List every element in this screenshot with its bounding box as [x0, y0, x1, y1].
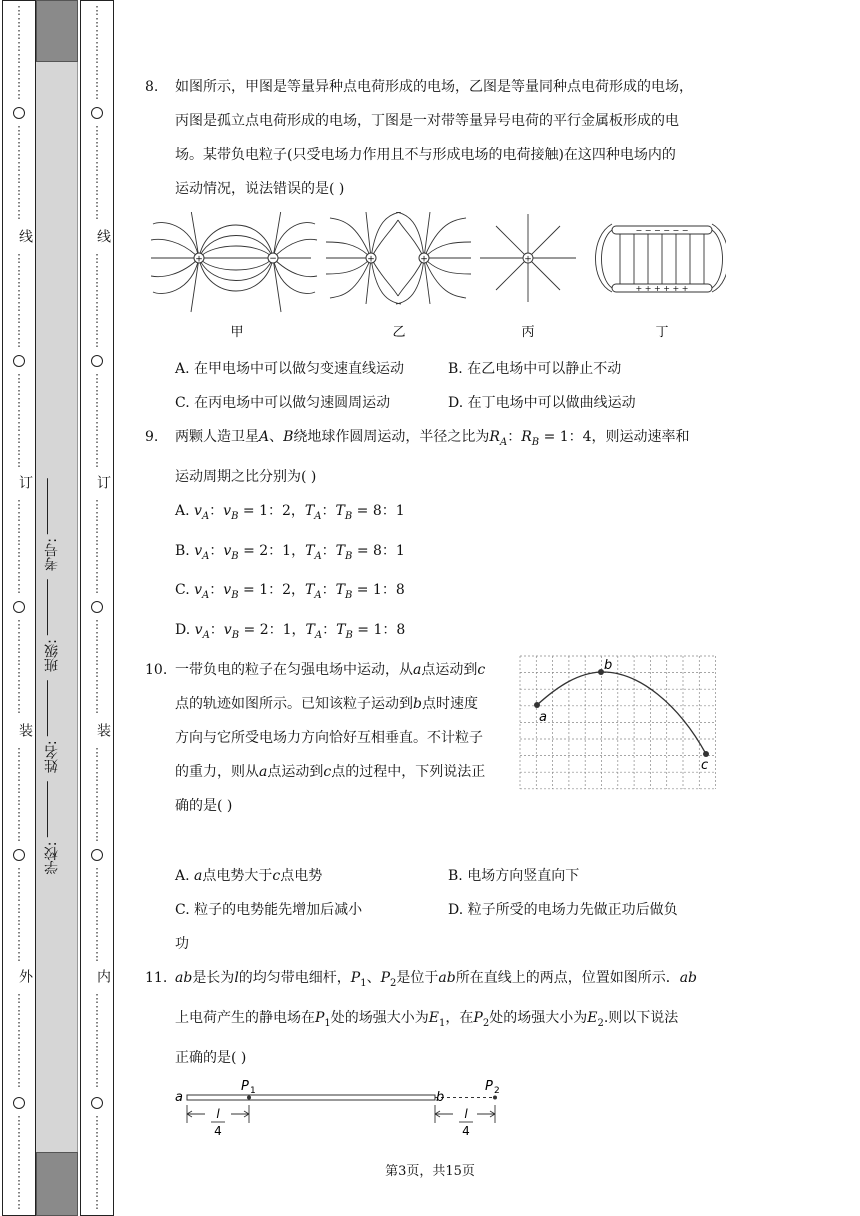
binding-hole-icon	[91, 355, 103, 367]
end-a-label: a	[175, 1089, 183, 1105]
question-text: 确的是( )	[175, 797, 233, 814]
binding-hole-icon	[91, 107, 103, 119]
question-text: 如图所示，甲图是等量异种点电荷形成的电场，乙图是等量同种点电荷形成的电场，	[175, 79, 693, 95]
binding-hole-icon	[91, 1097, 103, 1109]
option-b[interactable]: B. 电场方向竖直向下	[448, 867, 580, 884]
svg-text:+: +	[367, 254, 375, 265]
question-text: 运动情况，说法错误的是( )	[175, 181, 345, 197]
option-d[interactable]: D. $v_A$：$v_B = 2$：1，$T_A$：$T_B = 1$：8	[175, 622, 406, 641]
binding-label: 线	[95, 229, 111, 243]
svg-text:+: +	[195, 254, 203, 265]
parallel-plates	[596, 224, 727, 293]
option-c[interactable]: C. $v_A$：$v_B = 1$：2，$T_A$：$T_B = 1$：8	[175, 582, 405, 602]
point-b-label: b	[604, 657, 613, 673]
question-10-options	[145, 859, 725, 961]
binding-hole-icon	[13, 849, 25, 861]
binding-label: 外	[17, 969, 33, 983]
binding-label: 订	[95, 475, 111, 489]
end-b-label: b	[436, 1089, 445, 1105]
option-c[interactable]: C. 在丙电场中可以做匀速圆周运动	[175, 395, 391, 411]
question-10	[145, 653, 725, 823]
charged-rod	[187, 1095, 435, 1100]
question-text: 点的轨迹如图所示。已知该粒子运动到b点时速度	[175, 695, 478, 712]
length-numerator: l	[464, 1106, 468, 1121]
option-d[interactable]: D. 粒子所受的电场力先做正功后做负	[448, 901, 678, 918]
option-a[interactable]: A. 在甲电场中可以做匀变速直线运动	[175, 361, 405, 377]
svg-text:−: −	[269, 254, 277, 264]
question-number: 11.	[145, 969, 168, 986]
question-number: 9.	[145, 429, 159, 445]
rod-figure	[173, 1079, 513, 1145]
field-lines-jia	[151, 212, 317, 312]
option-b[interactable]: B. $v_A$：$v_B = 2$：1，$T_A$：$T_B = 8$：1	[175, 542, 405, 562]
question-9-options	[145, 494, 725, 653]
option-a[interactable]: A. a点电势大于c点电势	[175, 867, 323, 884]
grid-lines	[520, 656, 716, 789]
binding-hole-icon	[13, 355, 25, 367]
binding-hole-icon	[13, 601, 25, 613]
length-denominator: 4	[214, 1123, 222, 1138]
binding-label: 订	[17, 475, 33, 489]
question-text: 两颗人造卫星A、B绕地球作圆周运动，半径之比为$R_A$：$R_B = 1$：4，则运动速率和	[175, 429, 690, 448]
binding-label: 线	[17, 229, 33, 243]
question-8-options	[145, 352, 725, 420]
option-d[interactable]: D. 在丁电场中可以做曲线运动	[448, 395, 636, 411]
question-number: 10.	[145, 661, 168, 678]
outer-binding-strip: ⋮ ⋮ ⋮ ⋮ ⋮ ⋮ ⋮ ⋮ ⋮ ⋮ ⋮ ⋮ ⋮ ⋮ ⋮ ⋮ 线 ⋮ ⋮ ⋮ ⋮ ⋮ ⋮ ⋮ ⋮ ⋮ ⋮ ⋮ ⋮ ⋮ ⋮ ⋮ ⋮ 订 ⋮ ⋮ ⋮ ⋮ ⋮ ⋮ ⋮ ⋮ ⋮ ⋮ ⋮ ⋮ ⋮ ⋮ ⋮ ⋮ 装 ⋮ ⋮ ⋮ ⋮ ⋮ ⋮ ⋮ ⋮ ⋮ ⋮ ⋮ ⋮ ⋮ ⋮ ⋮ ⋮ 外 ⋮ ⋮ ⋮ ⋮ ⋮ ⋮ ⋮ ⋮ ⋮ ⋮ ⋮ ⋮ ⋮ ⋮ ⋮ ⋮	[2, 0, 36, 1216]
question-text: 丙图是孤立点电荷形成的电场，丁图是一对带等量异号电荷的平行金属板形成的电	[175, 113, 679, 129]
binding-label: 装	[17, 723, 33, 737]
option-b[interactable]: B. 在乙电场中可以静止不动	[448, 361, 622, 377]
svg-text:− − − − − −: − − − − − −	[635, 226, 689, 235]
length-denominator: 4	[462, 1123, 470, 1138]
length-numerator: l	[216, 1106, 220, 1121]
option-a[interactable]: A. $v_A$：$v_B = 1$：2，$T_A$：$T_B = 8$：1	[175, 502, 405, 522]
p2-subscript: 2	[494, 1085, 500, 1096]
question-text: 的重力，则从a点运动到c点的过程中，下列说法正	[175, 763, 486, 780]
figure-label-jia: 甲	[230, 325, 244, 340]
trajectory-curve	[537, 672, 706, 754]
dimension-marks	[187, 1105, 495, 1123]
question-text: 运动周期之比分别为( )	[175, 468, 317, 485]
binding-hole-icon	[13, 1097, 25, 1109]
point-a-icon	[534, 702, 540, 708]
question-9	[145, 420, 725, 494]
trajectory-grid-figure	[519, 655, 717, 791]
field-lines-yi	[326, 212, 471, 304]
question-text: 方向与它所受电场力方向恰好互相垂直。不计粒子	[175, 729, 483, 746]
binding-label: 装	[95, 723, 111, 737]
question-text: 一带负电的粒子在匀强电场中运动，从a点运动到c	[175, 661, 486, 678]
p1-subscript: 1	[250, 1085, 256, 1096]
p2-label: P	[485, 1078, 493, 1094]
question-text: 正确的是( )	[175, 1049, 247, 1066]
question-text: 场。某带负电粒子(只受电场力作用且不与形成电场的电荷接触)在这四种电场内的	[175, 147, 676, 163]
question-text: ab是长为l的均匀带电细杆，$P_1$、$P_2$是位于ab所在直线上的两点，位置如图所示．ab	[175, 969, 698, 989]
point-p2-icon	[493, 1095, 497, 1099]
binding-hole-icon	[13, 107, 25, 119]
binding-hole-icon	[91, 849, 103, 861]
electric-field-figures	[151, 212, 726, 342]
point-a-label: a	[539, 709, 547, 725]
option-c[interactable]: C. 粒子的电势能先增加后减小	[175, 901, 363, 918]
exam-content	[145, 70, 725, 1145]
student-info: 学校: 姓名: 班级: 考号:	[42, 474, 62, 874]
binding-cap-top	[36, 0, 78, 62]
option-d-continued: 功	[175, 935, 189, 952]
figure-label-yi: 乙	[392, 325, 406, 340]
field-lines-bing	[480, 214, 576, 302]
figure-label-ding: 丁	[655, 325, 669, 340]
question-number: 8.	[145, 79, 159, 95]
point-c-icon	[703, 751, 709, 757]
question-8	[145, 70, 725, 206]
binding-hole-icon	[91, 601, 103, 613]
p1-label: P	[241, 1078, 249, 1094]
binding-label: 内	[95, 969, 111, 983]
svg-text:+ + + + + +: + + + + + +	[635, 284, 689, 293]
question-11	[145, 961, 725, 1075]
question-text: 上电荷产生的静电场在$P_1$处的场强大小为$E_1$，在$P_2$处的场强大小为$E_2$.则以下说法	[175, 1009, 679, 1029]
point-p1-icon	[247, 1095, 251, 1099]
point-c-label: c	[701, 757, 709, 773]
figure-label-bing: 丙	[521, 325, 535, 340]
page-footer: 第3页，共15页	[385, 1164, 475, 1179]
svg-text:+: +	[420, 254, 428, 265]
svg-text:+: +	[524, 254, 532, 265]
inner-binding-strip: ⋮ ⋮ ⋮ ⋮ ⋮ ⋮ ⋮ ⋮ ⋮ ⋮ ⋮ ⋮ ⋮ ⋮ ⋮ ⋮ 线 ⋮ ⋮ ⋮ ⋮ ⋮ ⋮ ⋮ ⋮ ⋮ ⋮ ⋮ ⋮ ⋮ ⋮ ⋮ ⋮ 订 ⋮ ⋮ ⋮ ⋮ ⋮ ⋮ ⋮ ⋮ ⋮ ⋮ ⋮ ⋮ ⋮ ⋮ ⋮ ⋮ 装 ⋮ ⋮ ⋮ ⋮ ⋮ ⋮ ⋮ ⋮ ⋮ ⋮ ⋮ ⋮ ⋮ ⋮ ⋮ ⋮ 内 ⋮ ⋮ ⋮ ⋮ ⋮ ⋮ ⋮ ⋮ ⋮ ⋮ ⋮ ⋮ ⋮ ⋮ ⋮ ⋮	[80, 0, 114, 1216]
